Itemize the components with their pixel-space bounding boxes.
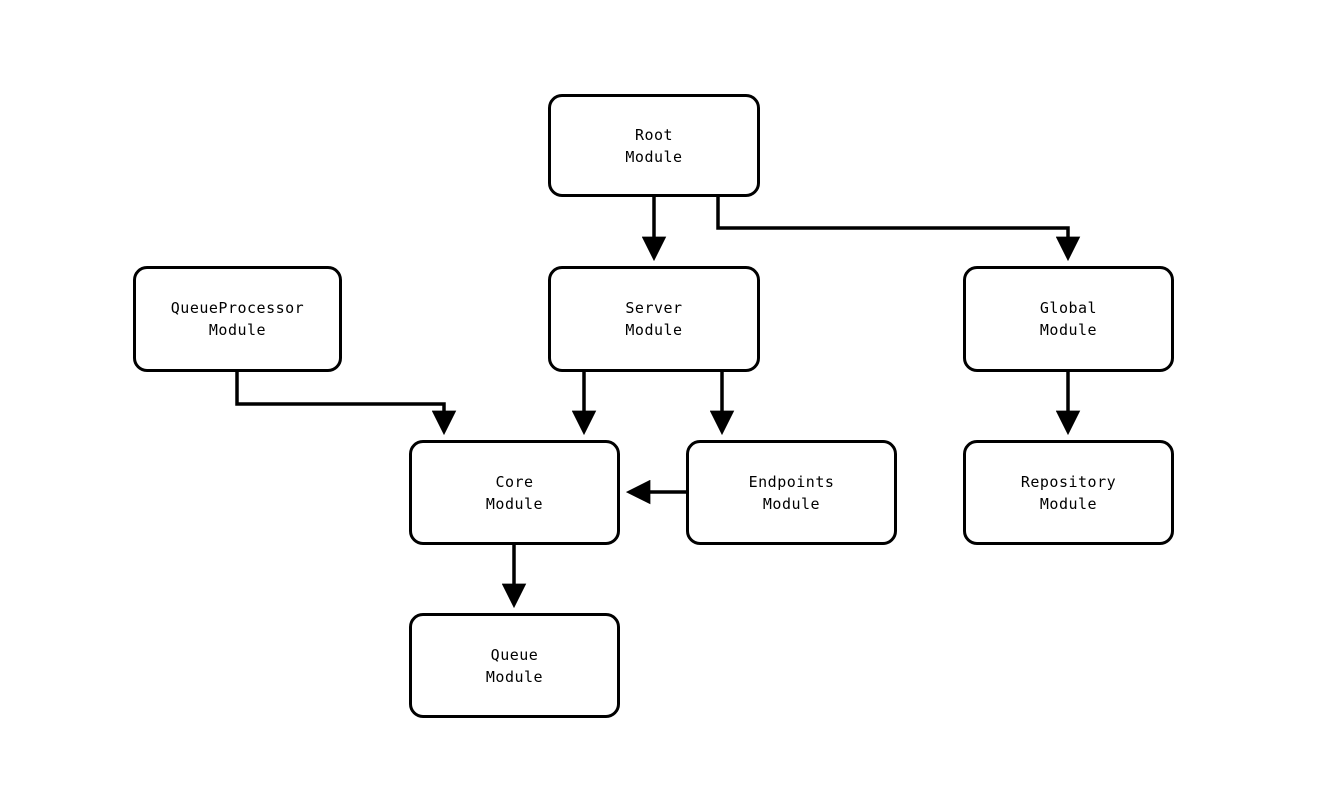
- node-label-line2: Module: [1039, 321, 1098, 339]
- node-label-line2: Module: [485, 494, 544, 513]
- node-label-line1: Global: [1039, 299, 1098, 317]
- edge-root-global: [718, 197, 1068, 255]
- node-label-line1: Core: [495, 472, 534, 491]
- node-label-line2: Module: [1039, 494, 1098, 513]
- node-label-line1: Endpoints: [748, 472, 835, 491]
- node-core-module[interactable]: [409, 440, 620, 545]
- node-endpoints-module[interactable]: [686, 440, 897, 545]
- node-label-line2: Module: [485, 667, 544, 686]
- node-label-line2: Module: [208, 321, 267, 339]
- node-queueprocessor-module[interactable]: [133, 266, 342, 372]
- node-label-line1: Root: [634, 125, 674, 144]
- node-label-line1: QueueProcessor: [170, 299, 305, 317]
- node-label-line2: Module: [625, 321, 683, 339]
- node-label-line2: Module: [625, 147, 683, 166]
- node-label-line1: Server: [625, 299, 683, 317]
- node-global-module[interactable]: [963, 266, 1174, 372]
- edge-queueprocessor-core: [237, 372, 444, 429]
- node-server-module[interactable]: [548, 266, 760, 372]
- node-root-module[interactable]: [548, 94, 760, 197]
- node-label-line1: Repository: [1020, 472, 1117, 491]
- node-label-line1: Queue: [490, 645, 539, 664]
- node-repository-module[interactable]: [963, 440, 1174, 545]
- node-queue-module[interactable]: [409, 613, 620, 718]
- node-label-line2: Module: [762, 494, 821, 513]
